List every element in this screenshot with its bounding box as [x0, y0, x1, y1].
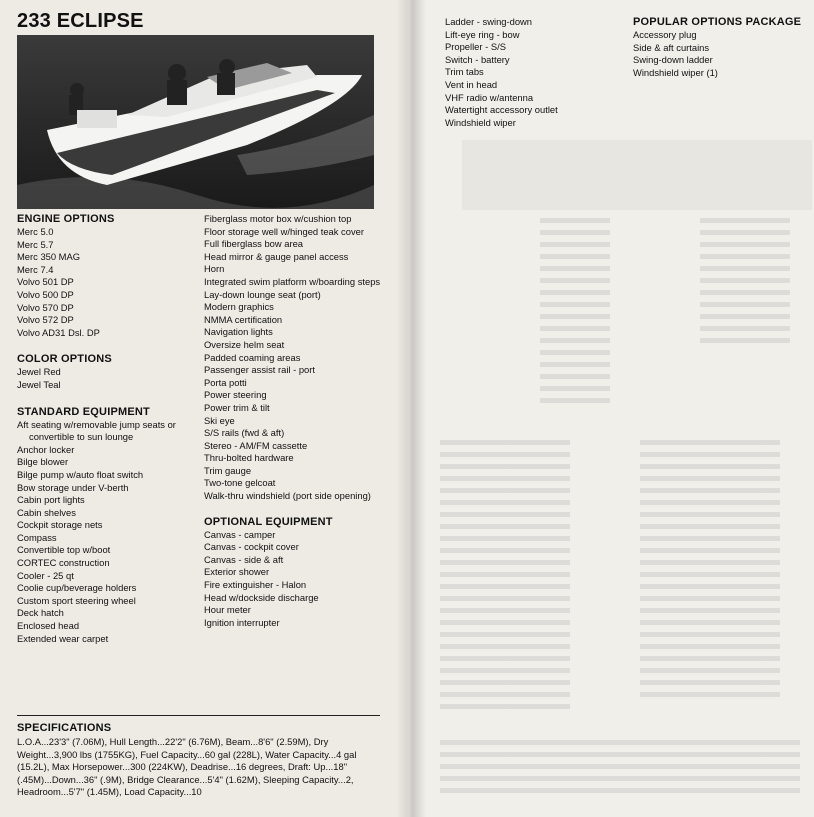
list-item: Power steering: [204, 389, 267, 401]
boat-illustration: [17, 35, 374, 209]
color-options-list: [17, 366, 202, 391]
list-item: Bilge pump w/auto float switch: [17, 468, 144, 480]
optional-equipment-heading: OPTIONAL EQUIPMENT: [204, 515, 333, 528]
list-item: Merc 5.7: [17, 238, 54, 250]
list-item: Passenger assist rail - port: [204, 364, 315, 376]
boat-photo: [17, 35, 374, 209]
list-item: Custom sport steering wheel: [17, 594, 136, 606]
list-item: Lay-down lounge seat (port): [204, 288, 321, 300]
list-item: Canvas - side & aft: [204, 553, 284, 565]
page-title: 233 ECLIPSE: [17, 10, 144, 32]
list-item: Compass: [17, 531, 57, 543]
list-item: Padded coaming areas: [204, 351, 301, 363]
list-item: Ladder - swing-down: [445, 16, 533, 27]
list-item: Ski eye: [204, 414, 235, 426]
list-item: Modern graphics: [204, 301, 274, 313]
list-item: Thru-bolted hardware: [204, 452, 294, 464]
list-item: Propeller - S/S: [445, 41, 506, 53]
engine-options-heading: ENGINE OPTIONS: [17, 213, 115, 225]
list-item: Extended wear carpet: [17, 632, 109, 644]
list-item: Fiberglass motor box w/cushion top: [204, 213, 352, 224]
list-item: Volvo 501 DP: [17, 276, 74, 288]
list-item: Windshield wiper (1): [633, 66, 718, 78]
list-item: Deck hatch: [17, 607, 64, 619]
popular-options-heading: POPULAR OPTIONS PACKAGE: [633, 16, 802, 28]
list-item: Two-tone gelcoat: [204, 477, 276, 489]
list-item: Oversize helm seat: [204, 338, 285, 350]
list-item: Cockpit storage nets: [17, 519, 103, 531]
specifications-text: L.O.A...23'3" (7.06M), Hull Length...22'2" (6.76M), Beam...8'6" (2.59M), Dry Weight...3,900 lbs (1755KG), Fuel Capacity...60 gal (228L), Water Capacity...4 gal (15.2L), Max Horsepower...300 (224KW), Deadrise...16 degrees, Draft: Up...18" (.45M)...Down...36" (.9M), Bridge Clearance...5'4" (1.62M), Sleeping Capacity...2, Headroom...5'7" (1.45M), Load Capacity...10: [17, 736, 357, 798]
list-item: Enclosed head: [17, 620, 80, 632]
list-item: Lift-eye ring - bow: [445, 28, 520, 40]
list-item: Cabin port lights: [17, 494, 85, 506]
list-item: Navigation lights: [204, 326, 273, 338]
list-item: Canvas - cockpit cover: [204, 541, 299, 553]
list-item: VHF radio w/antenna: [445, 91, 534, 103]
list-item: Fire extinguisher - Halon: [204, 579, 307, 591]
list-item: Swing-down ladder: [633, 54, 713, 66]
list-item: Trim gauge: [204, 464, 252, 476]
list-item: Canvas - camper: [204, 528, 276, 540]
list-item: Accessory plug: [633, 29, 697, 40]
bleed-through-text-block: [540, 218, 610, 408]
list-item: Jewel Teal: [17, 378, 61, 390]
list-item: Anchor locker: [17, 443, 75, 455]
list-item: Merc 350 MAG: [17, 251, 81, 263]
list-item: Integrated swim platform w/boarding steps: [204, 275, 381, 287]
list-item: Volvo 572 DP: [17, 314, 74, 326]
bleed-through-photo: [462, 140, 812, 210]
page-gutter: [396, 0, 426, 817]
list-item: Switch - battery: [445, 53, 510, 65]
list-item: Power trim & tilt: [204, 401, 270, 413]
column-1: [17, 213, 202, 645]
list-item: Volvo 570 DP: [17, 301, 74, 313]
list-item: Convertible top w/boot: [17, 544, 111, 556]
list-item: Jewel Red: [17, 366, 61, 378]
list-item: NMMA certification: [204, 313, 283, 325]
bleed-through-text-block: [640, 440, 780, 700]
list-item: Volvo AD31 Dsl. DP: [17, 326, 100, 338]
list-item: Stereo - AM/FM cassette: [204, 439, 308, 451]
list-item: Walk-thru windshield (port side opening): [204, 490, 371, 502]
bleed-through-text-block: [700, 218, 790, 348]
column-2: [204, 213, 394, 629]
list-item: Bilge blower: [17, 456, 69, 468]
specifications-divider: [17, 715, 380, 716]
list-item: CORTEC construction: [17, 557, 110, 569]
list-item: Merc 5.0: [17, 226, 54, 237]
standard-equipment-list-1: [17, 419, 202, 646]
list-item: Hour meter: [204, 604, 251, 616]
list-item: Porta potti: [204, 376, 247, 388]
standard-equipment-list-2: [204, 213, 394, 503]
list-item: Floor storage well w/hinged teak cover: [204, 225, 364, 237]
list-item: Coolie cup/beverage holders: [17, 582, 137, 594]
popular-options-list: [633, 29, 813, 79]
list-item: Horn: [204, 263, 225, 275]
color-options-heading: COLOR OPTIONS: [17, 353, 112, 366]
list-item: Vent in head: [445, 78, 498, 90]
standard-equipment-heading: STANDARD EQUIPMENT: [17, 405, 150, 418]
bleed-through-text-block: [440, 740, 800, 800]
list-item: Cooler - 25 qt: [17, 569, 74, 581]
engine-options-list: [17, 226, 202, 339]
list-item: S/S rails (fwd & aft): [204, 427, 285, 439]
list-item: Exterior shower: [204, 566, 270, 578]
list-item: Side & aft curtains: [633, 41, 710, 53]
list-item: Head mirror & gauge panel access: [204, 250, 349, 262]
list-item: Ignition interrupter: [204, 616, 280, 628]
bleed-through-text-block: [440, 440, 570, 710]
optional-equipment-list-2: [445, 16, 620, 129]
list-item: Volvo 500 DP: [17, 288, 74, 300]
specifications-section: [17, 722, 383, 799]
specifications-heading: SPECIFICATIONS: [17, 722, 112, 734]
list-item: Full fiberglass bow area: [204, 238, 304, 250]
column-4: [633, 16, 813, 79]
optional-equipment-list-1: [204, 529, 394, 630]
list-item: Head w/dockside discharge: [204, 591, 319, 603]
list-item: Cabin shelves: [17, 506, 76, 518]
list-item: Windshield wiper: [445, 116, 516, 128]
list-item: Merc 7.4: [17, 263, 54, 275]
column-3: [445, 16, 620, 129]
list-item: Bow storage under V-berth: [17, 481, 129, 493]
list-item: Aft seating w/removable jump seats or convertible to sun lounge: [17, 418, 176, 443]
list-item: Watertight accessory outlet: [445, 104, 558, 116]
list-item: Trim tabs: [445, 66, 484, 78]
